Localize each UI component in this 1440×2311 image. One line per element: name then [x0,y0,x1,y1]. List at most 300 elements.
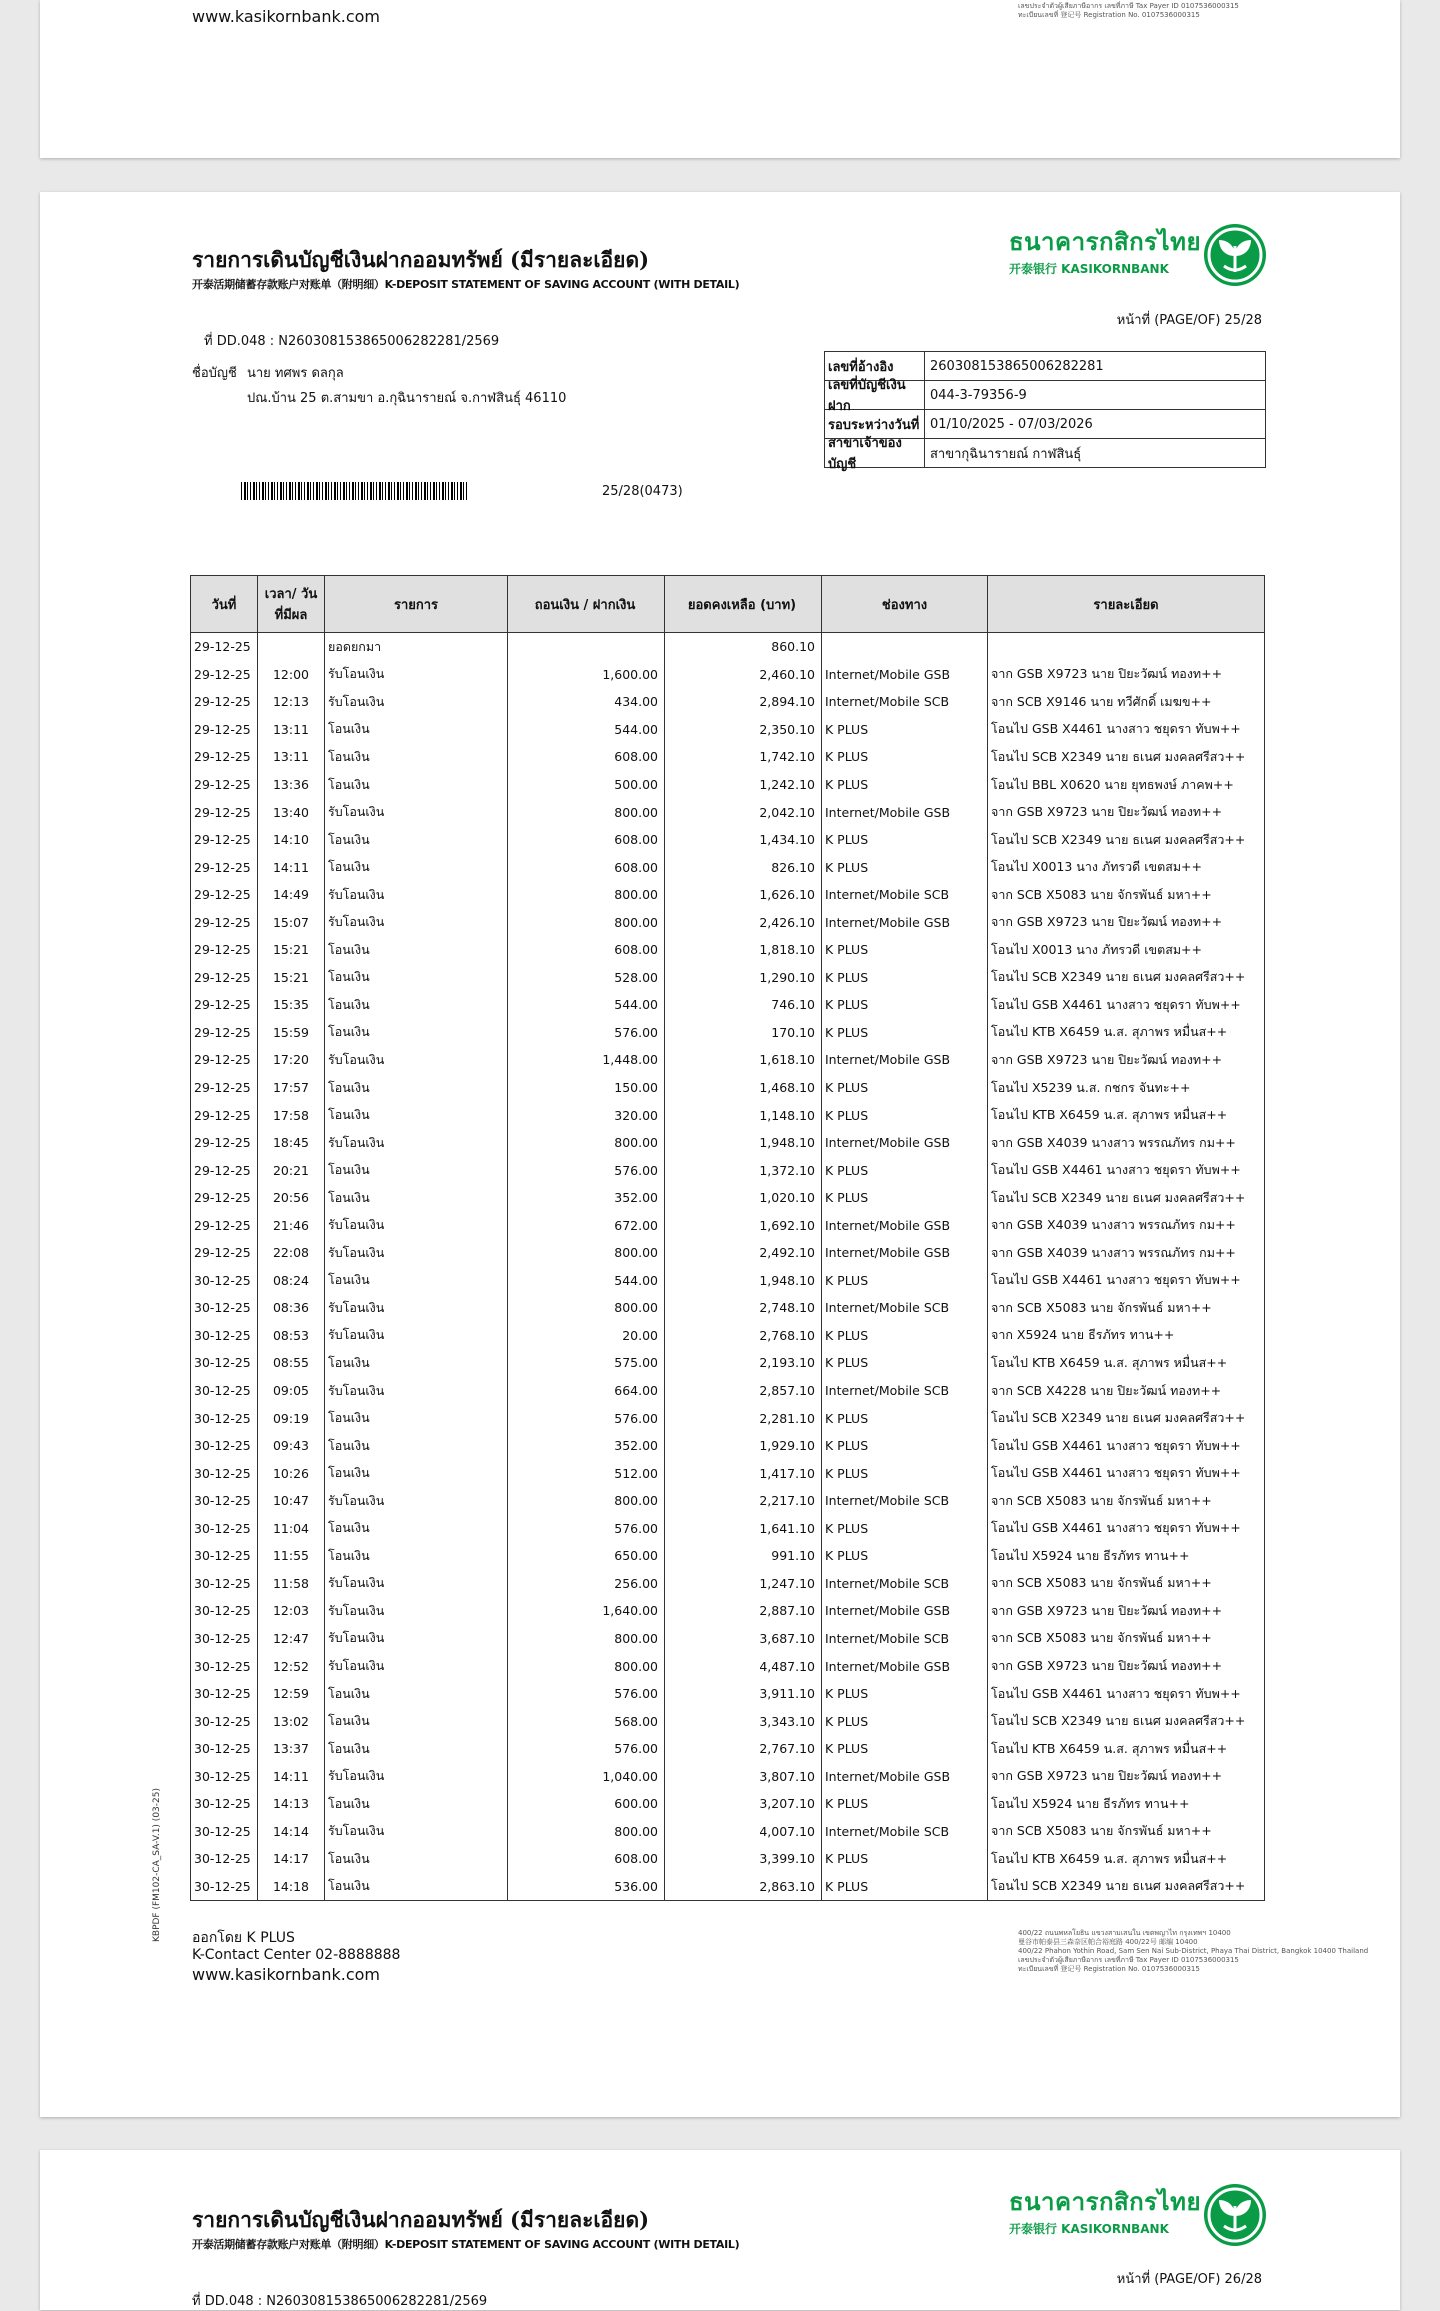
cell-amount: 800.00 [508,1239,665,1267]
cell-amount: 800.00 [508,1625,665,1653]
cell-date: 30-12-25 [191,1294,258,1322]
info-value: 01/10/2025 - 07/03/2026 [930,416,1093,432]
cell-detail: โอนไป SCB X2349 นาย ธเนศ มงคลศรีสว++ [988,1404,1265,1432]
cell-date: 29-12-25 [191,1101,258,1129]
reference-number: ที่ DD.048 : N260308153865006282281/2569 [204,334,500,349]
table-row [191,1046,1265,1074]
cell-channel: K PLUS [822,1680,988,1708]
cell-amount: 608.00 [508,853,665,881]
cell-channel: K PLUS [822,1845,988,1873]
cell-balance: 3,911.10 [665,1680,822,1708]
cell-balance: 2,426.10 [665,908,822,936]
table-row [191,908,1265,936]
cell-channel: Internet/Mobile SCB [822,1570,988,1598]
table-row [191,661,1265,689]
transaction-table [190,575,1265,1901]
cell-amount: 1,040.00 [508,1762,665,1790]
cell-date: 29-12-25 [191,1046,258,1074]
cell-detail: โอนไป GSB X4461 นางสาว ชยุดรา ทับพ++ [988,1515,1265,1543]
cell-time: 12:47 [258,1625,325,1653]
cell-description: โอนเงิน [325,964,508,992]
cell-detail: โอนไป KTB X6459 น.ส. สุภาพร หมื่นส++ [988,1349,1265,1377]
cell-balance: 1,247.10 [665,1570,822,1598]
header-description: รายการ [325,576,508,633]
cell-amount: 544.00 [508,716,665,744]
table-row [191,1211,1265,1239]
table-row [191,1404,1265,1432]
cell-time: 12:13 [258,688,325,716]
cell-channel: K PLUS [822,1074,988,1102]
page-footer [192,1930,400,1983]
cell-date: 30-12-25 [191,1707,258,1735]
cell-detail: จาก SCB X9146 นาย ทวีศักดิ์ เมฆข++ [988,688,1265,716]
website-link[interactable]: www.kasikornbank.com [192,7,380,26]
cell-channel: Internet/Mobile GSB [822,1046,988,1074]
header-time: เวลา/ วันที่มีผล [258,576,325,633]
cell-amount: 1,448.00 [508,1046,665,1074]
cell-balance: 2,217.10 [665,1487,822,1515]
cell-description: โอนเงิน [325,1845,508,1873]
table-row [191,1239,1265,1267]
cell-amount: 664.00 [508,1377,665,1405]
cell-description: โอนเงิน [325,1542,508,1570]
cell-channel: K PLUS [822,1735,988,1763]
cell-channel: Internet/Mobile GSB [822,798,988,826]
table-row [191,853,1265,881]
cell-date: 29-12-25 [191,1129,258,1157]
page-subtitle: 开泰活期储蓄存款账户对账单（附明细）K-DEPOSIT STATEMENT OF SAVING ACCOUNT (WITH DETAIL) [192,278,740,291]
cell-description: รับโอนเงิน [325,1046,508,1074]
cell-detail: จาก SCB X5083 นาย จักรพันธ์ มหา++ [988,1818,1265,1846]
registration-line: ทะเบียนเลขที่ 登记号 Registration No. 0107536000315 [1018,1965,1200,1973]
cell-detail: โอนไป BBL X0620 นาย ยุทธพงษ์ ภาคพ++ [988,771,1265,799]
cell-description: รับโอนเงิน [325,661,508,689]
cell-date: 29-12-25 [191,1239,258,1267]
info-row [825,378,1265,414]
cell-time: 12:52 [258,1652,325,1680]
cell-balance: 1,641.10 [665,1515,822,1543]
cell-time: 14:18 [258,1873,325,1901]
cell-balance: 2,768.10 [665,1322,822,1350]
cell-date: 29-12-25 [191,908,258,936]
form-code: KBPDF (FM102-CA_SA-V.1) (03-25) [152,1788,162,1942]
table-row [191,1652,1265,1680]
table-row [191,1349,1265,1377]
info-label: รอบระหว่างวันที่ [825,410,925,438]
info-label: สาขาเจ้าของบัญชี [825,439,925,467]
cell-amount: 650.00 [508,1542,665,1570]
table-row [191,964,1265,992]
cell-channel: K PLUS [822,1542,988,1570]
cell-date: 29-12-25 [191,688,258,716]
issued-by: ออกโดย K PLUS [192,1930,295,1946]
website-link[interactable]: www.kasikornbank.com [192,1965,380,1984]
cell-amount: 608.00 [508,826,665,854]
cell-detail: โอนไป SCB X2349 นาย ธเนศ มงคลศรีสว++ [988,743,1265,771]
contact-center: K-Contact Center 02-8888888 [192,1947,401,1963]
cell-detail: โอนไป GSB X4461 นางสาว ชยุดรา ทับพ++ [988,1459,1265,1487]
cell-date: 29-12-25 [191,936,258,964]
cell-detail: โอนไป GSB X4461 นางสาว ชยุดรา ทับพ++ [988,1432,1265,1460]
cell-time: 09:43 [258,1432,325,1460]
header-channel: ช่องทาง [822,576,988,633]
cell-description: โอนเงิน [325,1735,508,1763]
cell-channel [822,633,988,661]
cell-detail: โอนไป SCB X2349 นาย ธเนศ มงคลศรีสว++ [988,1184,1265,1212]
cell-balance: 170.10 [665,1019,822,1047]
bank-name-english: 开泰银行 KASIKORNBANK [1009,2222,1169,2236]
statement-page [40,192,1400,2117]
cell-channel: K PLUS [822,743,988,771]
cell-channel: Internet/Mobile GSB [822,1762,988,1790]
cell-date: 30-12-25 [191,1818,258,1846]
table-row [191,1101,1265,1129]
cell-time: 13:02 [258,1707,325,1735]
cell-time: 15:21 [258,936,325,964]
cell-channel: K PLUS [822,1432,988,1460]
cell-date: 29-12-25 [191,1211,258,1239]
cell-description: โอนเงิน [325,1459,508,1487]
cell-balance: 826.10 [665,853,822,881]
cell-channel: K PLUS [822,1349,988,1377]
table-row [191,1459,1265,1487]
cell-amount: 800.00 [508,1652,665,1680]
cell-detail: โอนไป GSB X4461 นางสาว ชยุดรา ทับพ++ [988,991,1265,1019]
cell-detail: จาก GSB X4039 นางสาว พรรณภัทร กม++ [988,1239,1265,1267]
cell-amount: 150.00 [508,1074,665,1102]
previous-page-tax-info [1018,2,1239,20]
tax-line: เลขประจำตัวผู้เสียภาษีอากร เลขที่ภาษี Tax Payer ID 0107536000315 [1018,1956,1239,1964]
cell-date: 30-12-25 [191,1267,258,1295]
cell-time: 15:07 [258,908,325,936]
cell-balance: 1,417.10 [665,1459,822,1487]
cell-time: 18:45 [258,1129,325,1157]
cell-amount: 1,640.00 [508,1597,665,1625]
cell-date: 30-12-25 [191,1873,258,1901]
bank-name-thai: ธนาคารกสิกรไทย [1009,227,1202,256]
table-row [191,881,1265,909]
cell-detail: จาก GSB X9723 นาย ปิยะวัฒน์ ทองท++ [988,661,1265,689]
cell-balance: 1,290.10 [665,964,822,992]
cell-balance: 746.10 [665,991,822,1019]
cell-balance: 2,767.10 [665,1735,822,1763]
reference-number: ที่ DD.048 : N260308153865006282281/2569 [192,2294,488,2309]
cell-amount: 352.00 [508,1432,665,1460]
cell-channel: Internet/Mobile SCB [822,1487,988,1515]
info-value: สาขากุฉินารายณ์ กาฬสินธุ์ [930,446,1082,462]
cell-detail: จาก GSB X9723 นาย ปิยะวัฒน์ ทองท++ [988,1762,1265,1790]
cell-time: 15:21 [258,964,325,992]
cell-description: รับโอนเงิน [325,1487,508,1515]
cell-description: รับโอนเงิน [325,1129,508,1157]
cell-description: รับโอนเงิน [325,1239,508,1267]
cell-date: 30-12-25 [191,1377,258,1405]
cell-time: 14:13 [258,1790,325,1818]
cell-balance: 2,894.10 [665,688,822,716]
next-page [40,2150,1400,2310]
cell-date: 29-12-25 [191,826,258,854]
cell-balance: 3,399.10 [665,1845,822,1873]
cell-time: 09:19 [258,1404,325,1432]
cell-channel: Internet/Mobile SCB [822,688,988,716]
cell-time: 12:59 [258,1680,325,1708]
cell-date: 30-12-25 [191,1487,258,1515]
cell-amount: 320.00 [508,1101,665,1129]
cell-time: 09:05 [258,1377,325,1405]
cell-date: 30-12-25 [191,1625,258,1653]
cell-time [258,633,325,661]
cell-channel: Internet/Mobile GSB [822,1239,988,1267]
table-row [191,1515,1265,1543]
table-row [191,633,1265,661]
cell-balance: 3,207.10 [665,1790,822,1818]
cell-detail: โอนไป X0013 นาง ภัทรวดี เขตสม++ [988,853,1265,881]
cell-date: 29-12-25 [191,853,258,881]
cell-amount: 512.00 [508,1459,665,1487]
cell-description: รับโอนเงิน [325,798,508,826]
cell-channel: Internet/Mobile GSB [822,1597,988,1625]
cell-detail: โอนไป KTB X6459 น.ส. สุภาพร หมื่นส++ [988,1845,1265,1873]
barcode-code: 25/28(0473) [602,484,683,499]
cell-balance: 1,818.10 [665,936,822,964]
table-row [191,1735,1265,1763]
table-row [191,688,1265,716]
cell-time: 13:40 [258,798,325,826]
cell-balance: 2,350.10 [665,716,822,744]
cell-amount: 20.00 [508,1322,665,1350]
cell-channel: Internet/Mobile GSB [822,661,988,689]
cell-time: 20:21 [258,1156,325,1184]
cell-balance: 4,487.10 [665,1652,822,1680]
header-amount: ถอนเงิน / ฝากเงิน [508,576,665,633]
cell-balance: 2,748.10 [665,1294,822,1322]
table-row [191,1873,1265,1901]
cell-detail: จาก SCB X5083 นาย จักรพันธ์ มหา++ [988,1487,1265,1515]
table-row [191,798,1265,826]
cell-amount: 544.00 [508,1267,665,1295]
cell-amount: 1,600.00 [508,661,665,689]
cell-balance: 991.10 [665,1542,822,1570]
cell-balance: 3,687.10 [665,1625,822,1653]
cell-amount: 568.00 [508,1707,665,1735]
cell-amount: 608.00 [508,936,665,964]
cell-time: 12:03 [258,1597,325,1625]
cell-channel: K PLUS [822,1101,988,1129]
cell-balance: 2,863.10 [665,1873,822,1901]
table-row [191,743,1265,771]
cell-balance: 2,193.10 [665,1349,822,1377]
cell-description: รับโอนเงิน [325,1625,508,1653]
cell-detail: โอนไป SCB X2349 นาย ธเนศ มงคลศรีสว++ [988,964,1265,992]
cell-date: 30-12-25 [191,1542,258,1570]
cell-balance: 2,492.10 [665,1239,822,1267]
cell-time: 21:46 [258,1211,325,1239]
cell-balance: 1,242.10 [665,771,822,799]
cell-detail: โอนไป GSB X4461 นางสาว ชยุดรา ทับพ++ [988,1680,1265,1708]
cell-detail: จาก GSB X9723 นาย ปิยะวัฒน์ ทองท++ [988,1652,1265,1680]
table-row [191,1074,1265,1102]
cell-amount: 600.00 [508,1790,665,1818]
table-row [191,1818,1265,1846]
cell-detail: จาก GSB X9723 นาย ปิยะวัฒน์ ทองท++ [988,1597,1265,1625]
cell-date: 30-12-25 [191,1570,258,1598]
cell-time: 08:55 [258,1349,325,1377]
cell-channel: K PLUS [822,1184,988,1212]
table-row [191,1294,1265,1322]
account-name-label: ชื่อบัญชี [192,366,237,381]
cell-date: 30-12-25 [191,1680,258,1708]
cell-time: 14:11 [258,1762,325,1790]
cell-channel: K PLUS [822,826,988,854]
table-row [191,1707,1265,1735]
cell-amount: 576.00 [508,1156,665,1184]
cell-detail: โอนไป KTB X6459 น.ส. สุภาพร หมื่นส++ [988,1019,1265,1047]
cell-time: 13:36 [258,771,325,799]
cell-channel: Internet/Mobile GSB [822,1211,988,1239]
page-title: รายการเดินบัญชีเงินฝากออมทรัพย์ (มีรายละเอียด) [192,247,650,272]
cell-description: โอนเงิน [325,1680,508,1708]
cell-description: รับโอนเงิน [325,1322,508,1350]
cell-channel: Internet/Mobile SCB [822,1377,988,1405]
table-row [191,1790,1265,1818]
cell-time: 10:26 [258,1459,325,1487]
bank-address [1018,1929,1368,1974]
cell-amount: 352.00 [508,1184,665,1212]
cell-description: โอนเงิน [325,1404,508,1432]
cell-detail: โอนไป X5924 นาย ธีรภัทร ทาน++ [988,1790,1265,1818]
cell-detail: จาก GSB X4039 นางสาว พรรณภัทร กม++ [988,1211,1265,1239]
kasikornbank-logo-icon [1202,2182,1268,2248]
table-row [191,1845,1265,1873]
cell-description: รับโอนเงิน [325,1597,508,1625]
cell-date: 29-12-25 [191,716,258,744]
cell-time: 14:11 [258,853,325,881]
cell-channel: K PLUS [822,716,988,744]
cell-channel: K PLUS [822,1019,988,1047]
cell-amount: 800.00 [508,1818,665,1846]
cell-balance: 1,692.10 [665,1211,822,1239]
cell-detail: โอนไป X5239 น.ส. กชกร จันทะ++ [988,1074,1265,1102]
account-address: ปณ.บ้าน 25 ต.สามขา อ.กุฉินารายณ์ จ.กาฬสินธุ์ 46110 [247,391,567,406]
cell-description: รับโอนเงิน [325,688,508,716]
cell-description: รับโอนเงิน [325,1762,508,1790]
cell-detail: จาก GSB X9723 นาย ปิยะวัฒน์ ทองท++ [988,908,1265,936]
cell-amount: 800.00 [508,1487,665,1515]
cell-description: โอนเงิน [325,743,508,771]
cell-time: 20:56 [258,1184,325,1212]
cell-date: 30-12-25 [191,1432,258,1460]
cell-channel: Internet/Mobile SCB [822,1294,988,1322]
cell-balance: 860.10 [665,633,822,661]
table-row [191,1542,1265,1570]
info-label: เลขที่บัญชีเงินฝาก [825,381,925,409]
cell-date: 30-12-25 [191,1762,258,1790]
next-page-subtitle: 开泰活期储蓄存款账户对账单（附明细）K-DEPOSIT STATEMENT OF SAVING ACCOUNT (WITH DETAIL) [192,2238,740,2251]
cell-description: โอนเงิน [325,826,508,854]
barcode [241,482,467,500]
cell-amount: 536.00 [508,1873,665,1901]
table-row [191,1570,1265,1598]
cell-detail: โอนไป X5924 นาย ธีรภัทร ทาน++ [988,1542,1265,1570]
cell-channel: Internet/Mobile SCB [822,881,988,909]
account-name: นาย ทศพร ดลกุล [247,366,344,381]
cell-description: โอนเงิน [325,716,508,744]
cell-channel: Internet/Mobile SCB [822,1818,988,1846]
table-row [191,716,1265,744]
cell-amount: 576.00 [508,1404,665,1432]
cell-amount: 800.00 [508,881,665,909]
cell-date: 30-12-25 [191,1322,258,1350]
cell-amount: 528.00 [508,964,665,992]
cell-detail: โอนไป GSB X4461 นางสาว ชยุดรา ทับพ++ [988,1267,1265,1295]
bank-name-thai: ธนาคารกสิกรไทย [1009,2187,1202,2216]
cell-date: 30-12-25 [191,1790,258,1818]
cell-detail: จาก GSB X9723 นาย ปิยะวัฒน์ ทองท++ [988,1046,1265,1074]
cell-amount: 576.00 [508,1680,665,1708]
cell-amount: 800.00 [508,1294,665,1322]
cell-balance: 1,626.10 [665,881,822,909]
page-number: หน้าที่ (PAGE/OF) 25/28 [1116,313,1262,328]
cell-description: โอนเงิน [325,1873,508,1901]
cell-description: โอนเงิน [325,1074,508,1102]
cell-channel: K PLUS [822,936,988,964]
cell-balance: 1,948.10 [665,1267,822,1295]
account-info-box [824,351,1266,472]
cell-time: 15:35 [258,991,325,1019]
cell-detail: โอนไป SCB X2349 นาย ธเนศ มงคลศรีสว++ [988,1707,1265,1735]
cell-description: รับโอนเงิน [325,1377,508,1405]
table-row [191,1625,1265,1653]
cell-channel: K PLUS [822,1707,988,1735]
address-line: 400/22 Phahon Yothin Road, Sam Sen Nai Sub-District, Phaya Thai District, Bangkok 10400 Thailand [1018,1947,1369,1955]
cell-amount: 544.00 [508,991,665,1019]
cell-description: รับโอนเงิน [325,1652,508,1680]
cell-date: 30-12-25 [191,1735,258,1763]
cell-time: 12:00 [258,661,325,689]
cell-balance: 1,948.10 [665,1129,822,1157]
table-header-row [191,576,1265,633]
cell-time: 14:14 [258,1818,325,1846]
cell-balance: 1,929.10 [665,1432,822,1460]
cell-channel: K PLUS [822,1459,988,1487]
cell-detail [988,633,1265,661]
cell-channel: K PLUS [822,1267,988,1295]
table-row [191,1680,1265,1708]
cell-description: รับโอนเงิน [325,1211,508,1239]
cell-balance: 1,020.10 [665,1184,822,1212]
cell-channel: K PLUS [822,1156,988,1184]
cell-description: รับโอนเงิน [325,1570,508,1598]
cell-time: 08:53 [258,1322,325,1350]
cell-detail: โอนไป SCB X2349 นาย ธเนศ มงคลศรีสว++ [988,826,1265,854]
cell-time: 13:11 [258,743,325,771]
cell-channel: K PLUS [822,1790,988,1818]
cell-amount: 575.00 [508,1349,665,1377]
cell-description: โอนเงิน [325,936,508,964]
cell-amount: 608.00 [508,1845,665,1873]
tax-line: เลขประจำตัวผู้เสียภาษีอากร เลขที่ภาษี Tax Payer ID 0107536000315 [1018,2,1239,10]
previous-page-footer [192,8,380,25]
cell-balance: 3,807.10 [665,1762,822,1790]
cell-amount: 608.00 [508,743,665,771]
cell-description: โอนเงิน [325,853,508,881]
address-line: 400/22 ถนนพหลโยธิน แขวงสามเสนใน เขตพญาไท กรุงเทพฯ 10400 [1018,1929,1231,1937]
cell-balance: 1,434.10 [665,826,822,854]
table-row [191,1184,1265,1212]
table-row [191,1322,1265,1350]
cell-date: 29-12-25 [191,743,258,771]
cell-description: โอนเงิน [325,1790,508,1818]
